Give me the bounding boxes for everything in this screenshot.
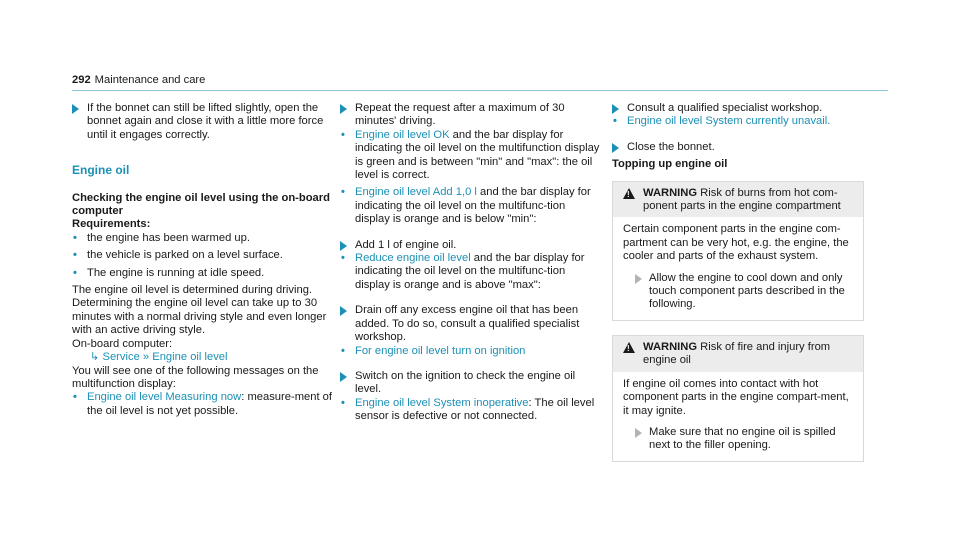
list-item: • Engine oil level System inoperative: The oil level sensor is defective or not connected. — [341, 396, 595, 423]
instruction-step: Add 1 l of engine oil. — [340, 239, 600, 252]
warning-box — [612, 181, 864, 321]
step-arrow-icon — [612, 143, 619, 153]
warning-text: Certain component parts in the engine com-partment can be very hot, e.g. the engine, the cooler and parts of the exhaust system. — [623, 223, 849, 263]
warning-box — [612, 335, 864, 462]
warning-label: WARNING — [643, 340, 698, 353]
list-item: • the engine has been warmed up. — [73, 231, 250, 244]
instruction-step: Consult a qualified specialist workshop. — [612, 102, 864, 115]
warning-step: Allow the engine to cool down and only touch component parts described in the following. — [623, 272, 855, 312]
list-item: • The engine is running at idle speed. — [73, 266, 265, 279]
list-item: • Engine oil level OK and the bar display for indicating the oil level on the multifunction display is green and is between "min" and "max": the oil level is correct. — [341, 128, 600, 182]
step-arrow-icon — [635, 274, 642, 284]
list-item: • For engine oil level turn on ignition — [341, 344, 526, 357]
warning-icon — [623, 342, 635, 353]
instruction-step: Switch on the ignition to check the engine oil level. — [340, 370, 600, 397]
warning-label: WARNING — [643, 186, 698, 199]
warning-icon — [623, 188, 635, 199]
instruction-step: Close the bonnet. — [612, 141, 864, 154]
subheading: Checking the engine oil level using the on-board computer — [72, 191, 330, 218]
page-header — [72, 74, 205, 87]
step-arrow-icon — [635, 428, 642, 438]
paragraph: You will see one of the following messages on the multifunction display: — [72, 364, 319, 390]
display-message: Engine oil level System currently unavail. — [627, 115, 831, 128]
menu-engine-oil-level: Engine oil level — [152, 351, 228, 364]
step-arrow-icon — [340, 241, 347, 251]
warning-header: ! WARNING Risk of burns from hot com-ponent parts in the engine compartment — [613, 182, 863, 218]
step-arrow-icon — [340, 306, 347, 316]
step-arrow-icon — [612, 104, 619, 114]
display-message: Engine oil level System inoperative — [355, 396, 529, 409]
instruction-step: Drain off any excess engine oil that has been added. To do so, consult a qualified specialist workshop. — [340, 304, 600, 344]
list-item: • the vehicle is parked on a level surface. — [73, 249, 283, 262]
section-name: Maintenance and care — [94, 74, 206, 86]
instruction-step: Repeat the request after a maximum of 30 minutes' driving. — [340, 102, 600, 129]
header-divider — [72, 90, 888, 91]
step-arrow-icon — [72, 104, 79, 114]
list-item: • Engine oil level Add 1,0 l and the bar display for indicating the oil level on the multifunc-tion display is orange and is below "min": — [341, 186, 591, 226]
column-2 — [340, 102, 600, 424]
column-3 — [612, 102, 864, 462]
menu-path — [72, 351, 332, 364]
paragraph: The engine oil level is determined during driving. Determining the engine oil level can take up to 30 minutes with a normal driving style and even longer with an active driving style. — [72, 284, 327, 337]
display-message: Engine oil level OK — [355, 128, 450, 141]
requirements-label: Requirements: — [72, 218, 151, 231]
list-item: • Engine oil level System currently unavail. — [613, 115, 831, 128]
subheading: Topping up engine oil — [612, 158, 728, 171]
instruction-step: If the bonnet can still be lifted slightly, open the bonnet again and close it with a little more force until it engages correctly. — [72, 102, 332, 142]
page-number: 292 — [72, 74, 91, 86]
return-arrow-icon: ↳ — [90, 351, 100, 364]
double-chevron-icon: » — [142, 351, 150, 364]
list-item: • Engine oil level Measuring now: measure-ment of the oil level is not yet possible. — [73, 391, 333, 417]
display-message: Reduce engine oil level — [355, 252, 471, 265]
paragraph: On-board computer: — [72, 337, 173, 350]
display-message: For engine oil level turn on ignition — [355, 344, 526, 357]
menu-service: Service — [102, 351, 140, 364]
step-arrow-icon — [340, 104, 347, 114]
warning-step: Make sure that no engine oil is spilled next to the filler opening. — [623, 426, 855, 453]
column-1 — [72, 102, 332, 418]
warning-header: ! WARNING Risk of fire and injury from engine oil — [613, 336, 863, 372]
step-arrow-icon — [340, 372, 347, 382]
warning-text: If engine oil comes into contact with hot component parts in the engine compart-ment, it may ignite. — [623, 377, 849, 417]
display-message: Engine oil level Measuring now — [87, 391, 242, 404]
section-title: Engine oil — [72, 163, 130, 178]
list-item: • Reduce engine oil level and the bar display for indicating the oil level on the multifunc-tion display is orange and is above "max": — [341, 252, 585, 291]
display-message: Engine oil level Add 1,0 l — [355, 186, 477, 199]
